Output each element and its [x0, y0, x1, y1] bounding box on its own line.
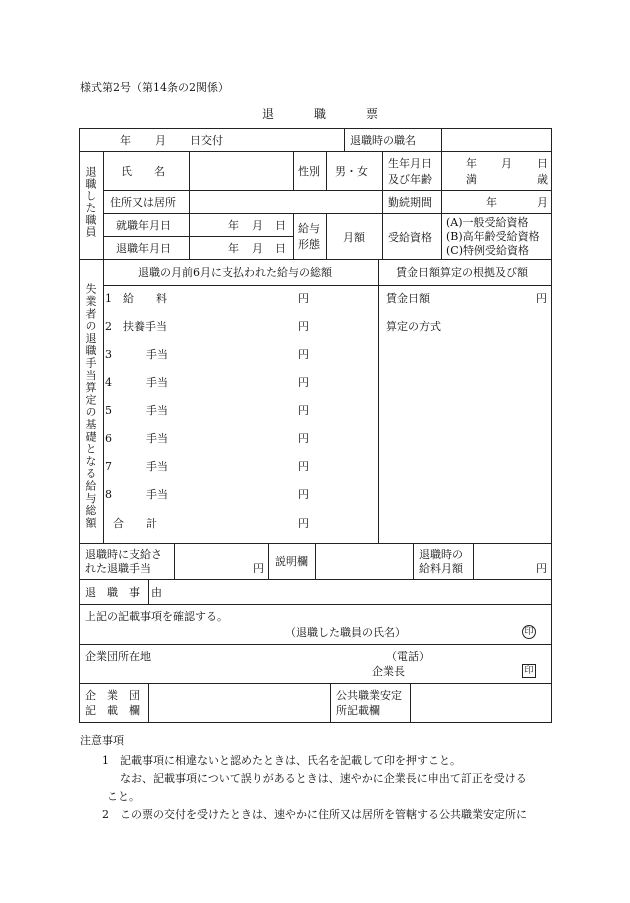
company-entry-field[interactable]	[150, 685, 329, 721]
salary-form-label-1: 給与	[298, 222, 320, 235]
section-retired-employee-label: 退職した職員	[84, 166, 97, 238]
eligibility-option-c[interactable]: (C)特例受給資格	[446, 244, 529, 257]
company-head-label: 企業長	[372, 665, 405, 678]
note-num: 1	[102, 754, 109, 767]
job-title-field[interactable]	[443, 130, 550, 150]
hire-day-unit: 日	[275, 219, 286, 232]
salary-item-num: 3	[105, 348, 112, 361]
daily-wage-label: 賃金日額	[386, 292, 430, 305]
total-label: 合 計	[113, 517, 157, 530]
birth-label-1: 生年月日	[388, 157, 432, 170]
birth-label-2: 及び年齢	[388, 173, 432, 186]
leave-year-unit: 年	[228, 242, 239, 255]
salary-item-unit: 円	[298, 376, 309, 389]
hire-month-unit: 月	[252, 219, 263, 232]
service-year-unit: 年	[486, 196, 497, 209]
hire-year-unit: 年	[228, 219, 239, 232]
company-entry-label-1: 企 業 団	[85, 689, 140, 702]
explanation-label: 説明欄	[275, 555, 308, 568]
notes-title: 注意事項	[80, 734, 124, 747]
leave-date-label: 退職年月日	[116, 242, 171, 255]
salary-item-unit: 円	[298, 404, 309, 417]
retirement-allowance-label-1: 退職時に支給さ	[85, 548, 162, 561]
birth-full-unit: 満	[466, 173, 477, 186]
monthly-salary-label-1: 退職時の	[419, 548, 463, 561]
salary-item-num: 7	[105, 460, 112, 473]
monthly-salary-unit: 円	[536, 562, 547, 575]
salary-item-num: 2	[105, 320, 112, 333]
note-text: この票の交付を受けたときは、速やかに住所又は居所を管轄する公共職業安定所に	[120, 808, 527, 821]
service-period-label: 勤続期間	[388, 196, 432, 209]
reason-label: 退 職 事 由	[85, 586, 162, 599]
salary-item-unit: 円	[298, 460, 309, 473]
job-title-label: 退職時の職名	[350, 134, 416, 147]
salary-item-num: 4	[105, 376, 112, 389]
employee-name-label: （退職した職員の氏名）	[285, 626, 406, 639]
daily-wage-unit: 円	[536, 292, 547, 305]
monthly-salary-label-2: 給料月額	[419, 562, 463, 575]
salary-item-label: 手当	[146, 404, 168, 417]
company-entry-label-2: 記 載 欄	[85, 704, 140, 717]
leave-day-unit: 日	[275, 242, 286, 255]
office-entry-label-2: 所記載欄	[336, 704, 380, 717]
calc-method-label: 算定の方式	[386, 320, 441, 333]
name-label: 氏 名	[121, 165, 165, 178]
office-entry-label-1: 公共職業安定	[336, 689, 402, 702]
eligibility-option-a[interactable]: (A)一般受給資格	[446, 216, 529, 229]
birth-month-unit: 月	[501, 157, 512, 170]
birth-year-unit: 年	[466, 157, 477, 170]
eligibility-option-b[interactable]: (B)高年齢受給資格	[446, 230, 540, 243]
salary-item-label: 扶養手当	[123, 320, 167, 333]
retirement-allowance-label-2: れた退職手当	[85, 562, 151, 575]
issue-year: 年	[120, 134, 131, 147]
salary-item-unit: 円	[298, 432, 309, 445]
salary-item-label: 手当	[146, 460, 168, 473]
phone-label: （電話）	[386, 650, 430, 663]
gender-options[interactable]: 男・女	[335, 165, 368, 178]
note-text: なお、記載事項について誤りがあるときは、速やかに企業長に申出て訂正を受ける	[120, 772, 527, 785]
salary-item-unit: 円	[298, 320, 309, 333]
salary-item-num: 6	[105, 432, 112, 445]
salary-item-num: 5	[105, 404, 112, 417]
salary-item-unit: 円	[298, 292, 309, 305]
retirement-allowance-unit: 円	[253, 562, 264, 575]
hire-date-label: 就職年月日	[116, 219, 171, 232]
salary-item-unit: 円	[298, 488, 309, 501]
salary-total-header: 退職の月前6月に支払われた給与の総額	[138, 266, 332, 279]
office-entry-field[interactable]	[412, 685, 550, 721]
note-num: 2	[102, 808, 109, 821]
note-text: 記載事項に相違ないと認めたときは、氏名を記載して印を押すこと。	[120, 754, 461, 767]
company-seal-icon: 印	[522, 664, 536, 678]
daily-basis-header: 賃金日額算定の根拠及び額	[396, 266, 528, 279]
address-field[interactable]	[191, 192, 381, 212]
address-label: 住所又は居所	[110, 196, 176, 209]
total-unit: 円	[298, 517, 309, 530]
salary-item-label: 手当	[146, 432, 168, 445]
salary-item-label: 手当	[146, 348, 168, 361]
birth-day-unit: 日	[537, 157, 548, 170]
issue-month: 月	[155, 134, 166, 147]
salary-item-label: 給 料	[123, 292, 167, 305]
leave-month-unit: 月	[252, 242, 263, 255]
confirm-text: 上記の記載事項を確認する。	[85, 610, 228, 623]
salary-item-label: 手当	[146, 488, 168, 501]
monthly-label: 月額	[343, 231, 365, 244]
birth-age-unit: 歳	[537, 173, 548, 186]
salary-item-num: 8	[105, 488, 112, 501]
eligibility-label: 受給資格	[388, 231, 432, 244]
name-field[interactable]	[191, 153, 292, 189]
salary-form-label-2: 形態	[298, 238, 320, 251]
salary-item-num: 1	[105, 292, 112, 305]
service-month-unit: 月	[537, 196, 548, 209]
employee-seal-icon: 印	[522, 625, 536, 639]
salary-item-label: 手当	[146, 376, 168, 389]
section-salary-basis-label: 失業者の退職手当算定の基礎となる給与総額	[84, 283, 97, 529]
company-address-label: 企業団所在地	[85, 650, 151, 663]
gender-label: 性別	[298, 165, 320, 178]
note-text: こと。	[107, 790, 140, 803]
form-number: 様式第2号（第14条の2関係）	[80, 81, 229, 94]
salary-item-unit: 円	[298, 348, 309, 361]
issue-day: 日交付	[190, 134, 223, 147]
reason-field[interactable]	[150, 581, 550, 603]
page-title: 退 職 票	[262, 107, 393, 121]
